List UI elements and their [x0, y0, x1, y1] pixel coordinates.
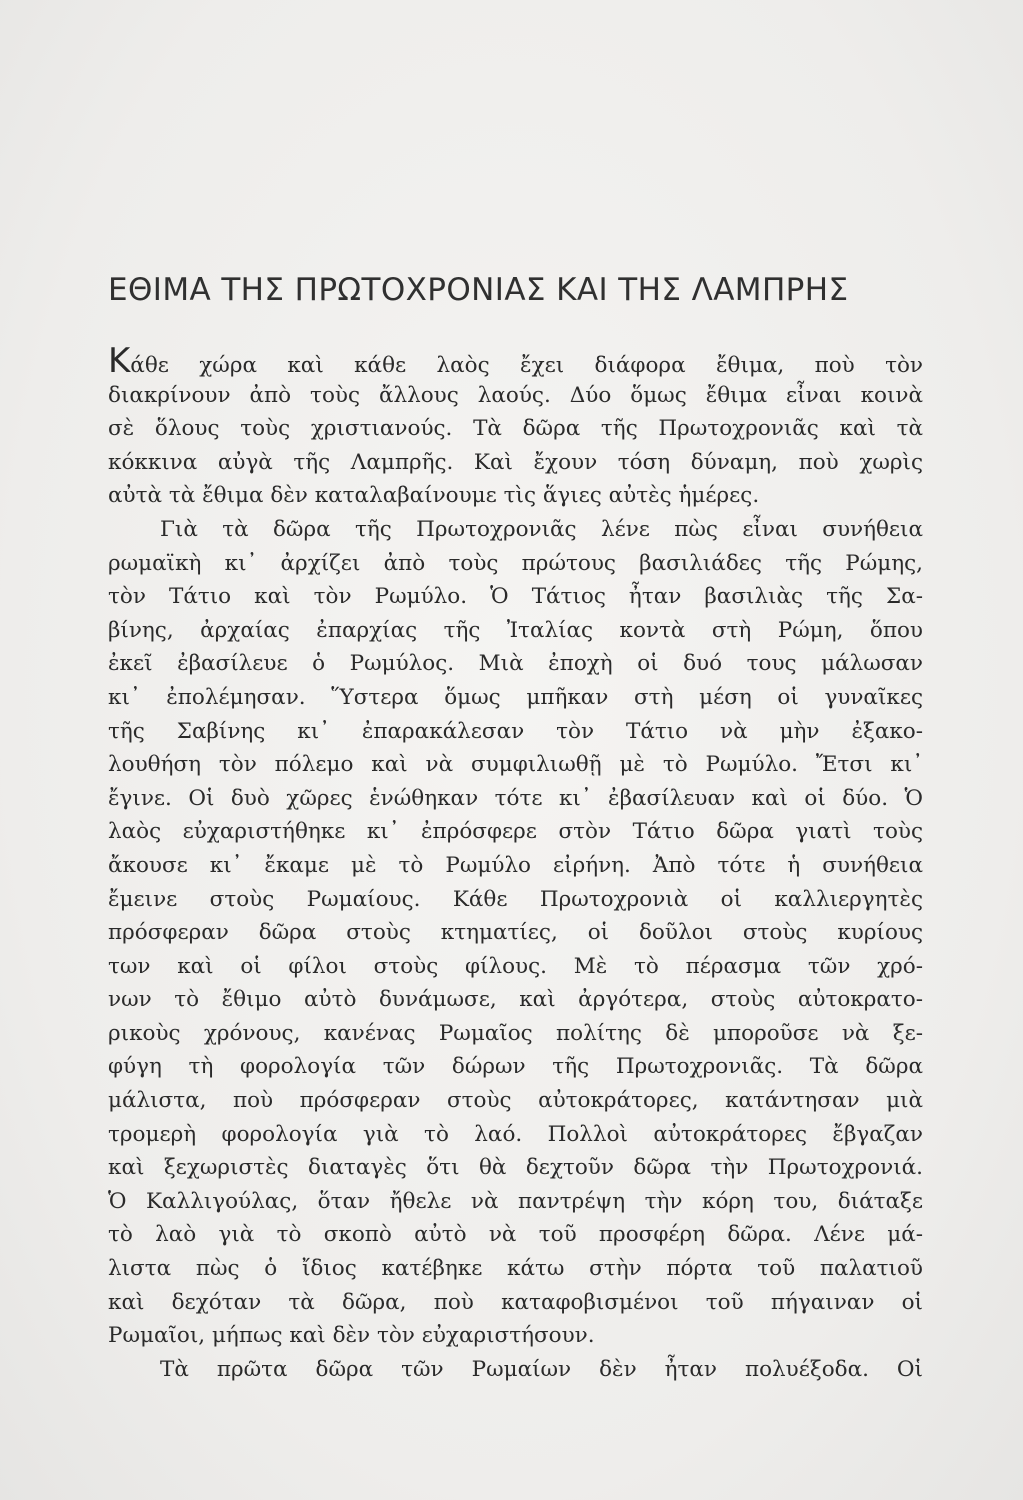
- text-line: ρικοὺς χρόνους, κανένας Ρωμαῖος πολίτης δὲ μποροῦσε νὰ ξε-: [108, 1020, 923, 1046]
- text-line: καὶ δεχόταν τὰ δῶρα, ποὺ καταφοβισμένοι τοῦ πήγαιναν οἱ: [108, 1289, 923, 1315]
- text-line: λουθήση τὸν πόλεμο καὶ νὰ συμφιλιωθῇ μὲ τὸ Ρωμύλο. Ἔτσι κι᾽: [108, 752, 923, 778]
- text-line: λαὸς εὐχαριστήθηκε κι᾽ ἐπρόσφερε στὸν Τάτιο δῶρα γιατὶ τοὺς: [108, 819, 923, 845]
- page-title: ΕΘΙΜΑ ΤΗΣ ΠΡΩΤΟΧΡΟΝΙΑΣ ΚΑΙ ΤΗΣ ΛΑΜΠΡΗΣ: [108, 272, 849, 308]
- text-line: καὶ ξεχωριστὲς διαταγὲς ὅτι θὰ δεχτοῦν δῶρα τὴν Πρωτοχρονιά.: [108, 1155, 923, 1181]
- text-line: λιστα πὼς ὁ ἴδιος κατέβηκε κάτω στὴν πόρτα τοῦ παλατιοῦ: [108, 1256, 923, 1282]
- text-line: σὲ ὅλους τοὺς χριστιανούς. Τὰ δῶρα τῆς Πρωτοχρονιᾶς καὶ τὰ: [108, 416, 923, 442]
- text-line: Γιὰ τὰ δῶρα τῆς Πρωτοχρονιᾶς λένε πὼς εἶναι συνήθεια: [160, 516, 923, 542]
- text-line: τὸν Τάτιο καὶ τὸν Ρωμύλο. Ὁ Τάτιος ἦταν βασιλιὰς τῆς Σα-: [108, 584, 923, 610]
- text-line: μάλιστα, ποὺ πρόσφεραν στοὺς αὐτοκράτορες, κατάντησαν μιὰ: [108, 1088, 923, 1114]
- text-line: τὸ λαὸ γιὰ τὸ σκοπὸ αὐτὸ νὰ τοῦ προσφέρη δῶρα. Λένε μά-: [108, 1222, 923, 1248]
- text-line: ἐκεῖ ἐβασίλευε ὁ Ρωμύλος. Μιὰ ἐποχὴ οἱ δυό τους μάλωσαν: [108, 651, 923, 677]
- drop-cap: Κ: [108, 345, 131, 379]
- text-line: ἔγινε. Οἱ δυὸ χῶρες ἑνώθηκαν τότε κι᾽ ἐβασίλευαν καὶ οἱ δύο. Ὁ: [108, 785, 923, 811]
- article-body: [108, 345, 923, 1386]
- text-line: ἄκουσε κι᾽ ἔκαμε μὲ τὸ Ρωμύλο εἰρήνη. Ἀπὸ τότε ἡ συνήθεια: [108, 852, 923, 878]
- text-line: Ὁ Καλλιγούλας, ὅταν ἤθελε νὰ παντρέψη τὴν κόρη του, διάταξε: [108, 1188, 923, 1214]
- text-line: βίνης, ἀρχαίας ἐπαρχίας τῆς Ἰταλίας κοντὰ στὴ Ρώμη, ὅπου: [108, 617, 923, 643]
- text-line: τρομερὴ φορολογία γιὰ τὸ λαό. Πολλοὶ αὐτοκράτορες ἔβγαζαν: [108, 1121, 923, 1147]
- text-line: κι᾽ ἐπολέμησαν. Ὕστερα ὅμως μπῆκαν στὴ μέση οἱ γυναῖκες: [108, 684, 923, 710]
- text-line: Ρωμαῖοι, μήπως καὶ δὲν τὸν εὐχαριστήσουν.: [108, 1323, 595, 1349]
- text-line: φύγη τὴ φορολογία τῶν δώρων τῆς Πρωτοχρονιᾶς. Τὰ δῶρα: [108, 1054, 923, 1080]
- text-line: Κάθε χώρα καὶ κάθε λαὸς ἔχει διάφορα ἔθιμα, ποὺ τὸν: [108, 345, 923, 379]
- text-line: διακρίνουν ἀπὸ τοὺς ἄλλους λαούς. Δύο ὅμως ἔθιμα εἶναι κοινὰ: [108, 382, 923, 408]
- text-line: Τὰ πρῶτα δῶρα τῶν Ρωμαίων δὲν ἦταν πολυέξοδα. Οἱ: [160, 1356, 923, 1382]
- text-line: νων τὸ ἔθιμο αὐτὸ δυνάμωσε, καὶ ἀργότερα, στοὺς αὐτοκρατο-: [108, 987, 923, 1013]
- text-line: τῆς Σαβίνης κι᾽ ἐπαρακάλεσαν τὸν Τάτιο νὰ μὴν ἐξακο-: [108, 718, 923, 744]
- text-line: των καὶ οἱ φίλοι στοὺς φίλους. Μὲ τὸ πέρασμα τῶν χρό-: [108, 953, 923, 979]
- text-line: πρόσφεραν δῶρα στοὺς κτηματίες, οἱ δοῦλοι στοὺς κυρίους: [108, 920, 923, 946]
- text-line: αὐτὰ τὰ ἔθιμα δὲν καταλαβαίνουμε τὶς ἅγιες αὐτὲς ἡμέρες.: [108, 483, 760, 509]
- text-line: κόκκινα αὐγὰ τῆς Λαμπρῆς. Καὶ ἔχουν τόση δύναμη, ποὺ χωρὶς: [108, 449, 923, 475]
- text-line: ρωμαϊκὴ κι᾽ ἀρχίζει ἀπὸ τοὺς πρώτους βασιλιάδες τῆς Ρώμης,: [108, 550, 923, 576]
- text-line: ἔμεινε στοὺς Ρωμαίους. Κάθε Πρωτοχρονιὰ οἱ καλλιεργητὲς: [108, 886, 923, 912]
